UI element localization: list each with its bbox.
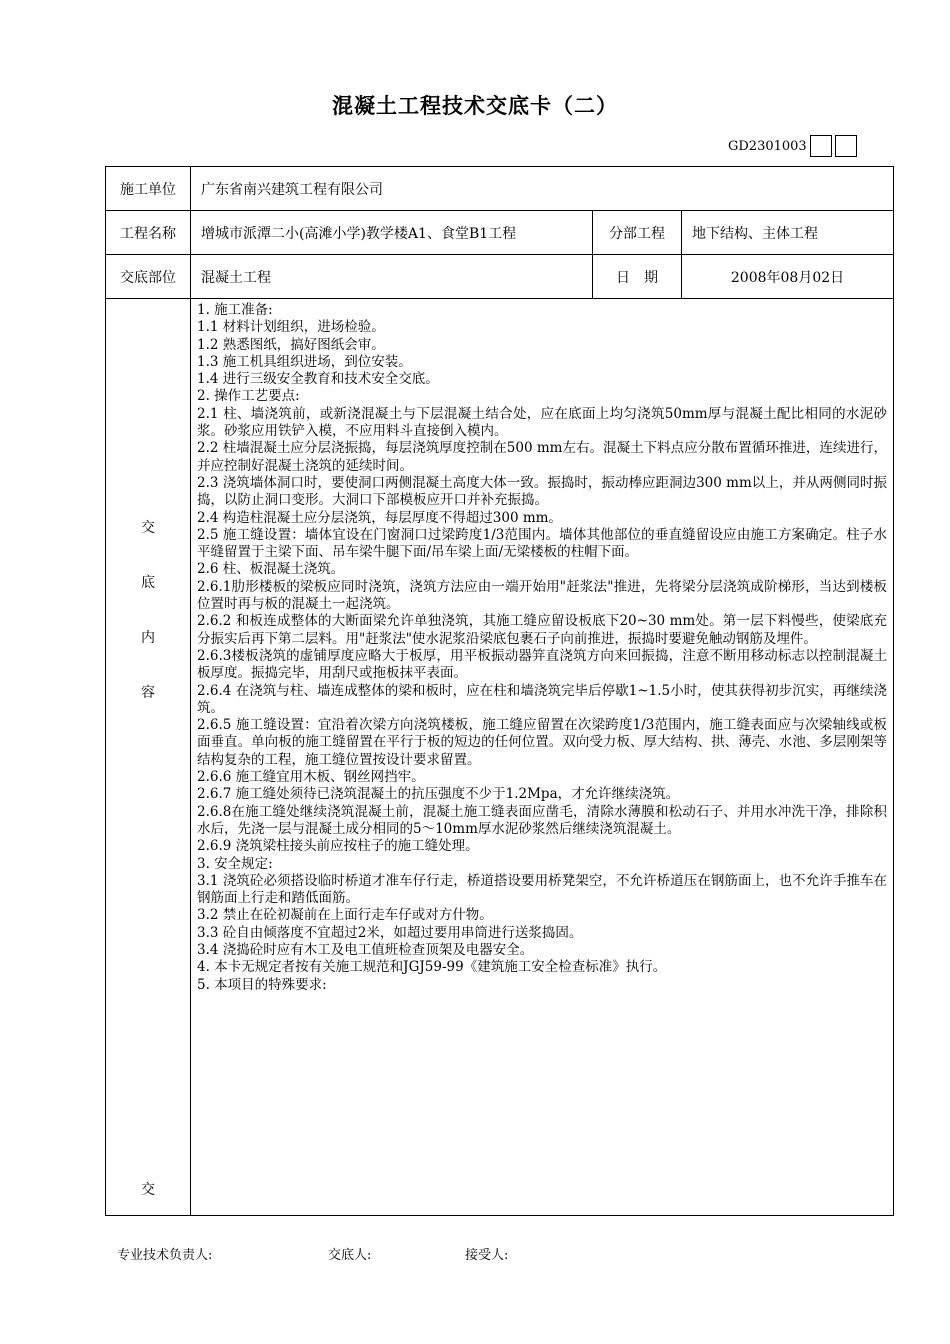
unit-value: 广东省南兴建筑工程有限公司 (191, 167, 894, 211)
content-line: 3.2 禁止在砼初凝前在上面行走车仔或对方什物。 (197, 907, 493, 924)
side-char: 交 (141, 520, 155, 536)
project-label: 工程名称 (106, 211, 191, 255)
form-code (728, 134, 857, 158)
row-project (106, 211, 894, 255)
content-line: 1.4 进行三级安全教育和技术安全交底。 (197, 371, 439, 388)
side-char: 底 (141, 575, 155, 591)
content-line: 1.3 施工机具组织进场，到位安装。 (197, 353, 412, 370)
content-line: 2.6 柱、板混凝土浇筑。 (197, 561, 345, 578)
content-line: 2.6.8在施工缝处继续浇筑混凝土前，混凝土施工缝表面应凿毛，清除水薄膜和松动石子、并用水冲洗干净，排除积水后，先浇一层与混凝土成分相同的5～10mm厚水泥砂浆然后继续浇筑混凝土。 (197, 803, 888, 837)
row-unit (106, 167, 894, 211)
content-line: 3.3 砼自由倾落度不宜超过2米，如超过要用串筒进行送浆捣固。 (197, 924, 583, 941)
content-line: 2.4 构造柱混凝土应分层浇筑，每层厚度不得超过300 mm。 (197, 509, 562, 526)
content-line: 2.6.7 施工缝处须待已浇筑混凝土的抗压强度不少于1.2Mpa，才允许继续浇筑。 (197, 786, 680, 803)
part-label: 交底部位 (106, 255, 191, 299)
content-line: 1. 施工准备: (197, 302, 273, 318)
content-line: 2. 操作工艺要点: (197, 388, 300, 405)
side-bottom-char: 交 (141, 1182, 155, 1198)
content-line: 2.5 施工缝设置：墙体宜设在门窗洞口过梁跨度1/3范围内。墙体其他部位的垂直缝留设应由施工方案确定。柱子水平缝留置于主梁下面、吊车梁牛腿下面/吊车梁上面/无梁楼板的柱帽下面。 (197, 526, 888, 561)
disclosure-table (105, 166, 894, 1216)
content-line: 2.6.3楼板浇筑的虚铺厚度应略大于板厚，用平板振动器笄直浇筑方向来回振捣，注意不断用移动标志以控制混凝土板厚度。振捣完毕，用刮尺或拖板抹平表面。 (197, 647, 888, 682)
code-box-1 (810, 135, 832, 157)
date-value: 2008年08月02日 (682, 255, 894, 299)
side-label-stack (106, 519, 190, 739)
content-line: 5. 本项目的特殊要求: (197, 976, 327, 993)
content-line: 4. 本卡无规定者按有关施工规范和JGJ59-99《建筑施工安全检查标准》执行。 (197, 959, 667, 976)
project-value: 增城市派潭二小(高滩小学)教学楼A1、食堂B1工程 (191, 211, 593, 255)
division-value: 地下结构、主体工程 (682, 211, 894, 255)
content-line: 2.3 浇筑墙体洞口时，要使洞口两侧混凝土高度大体一致。振捣时，振动棒应距洞边300 mm以上，并从两侧同时振捣，以防止洞口变形。大洞口下部模板应开口并补充振捣。 (197, 474, 888, 509)
row-part (106, 255, 894, 299)
receiver-label: 接受人: (465, 1248, 509, 1263)
side-char: 内 (141, 630, 155, 646)
part-value: 混凝土工程 (191, 255, 593, 299)
content-line: 2.2 柱墙混凝土应分层浇振捣，每层浇筑厚度控制在500 mm左右。混凝土下料点应分散布置循环推进，连续进行，并应控制好混凝土浇筑的延续时间。 (197, 440, 888, 474)
content-line: 1.2 熟悉图纸，搞好图纸会审。 (197, 336, 385, 353)
content-line: 2.6.9 浇筑梁柱接头前应按柱子的施工缝处理。 (197, 838, 479, 855)
content-side-label (106, 299, 191, 1216)
content-line: 2.6.2 和板连成整体的大断面梁允许单独浇筑，其施工缝应留设板底下20~30 mm处。第一层下料慢些，使梁底充分振实后再下第二层料。用"赶浆法"使水泥浆沿梁底包裹石子向前推进，振捣时要避免触动钢筋及埋件。 (197, 613, 888, 647)
code-box-2 (835, 135, 857, 157)
content-line: 2.6.6 施工缝宜用木板、钢丝网挡牢。 (197, 769, 425, 786)
date-label: 日 期 (593, 255, 682, 299)
division-label: 分部工程 (593, 211, 682, 255)
tech-lead-label: 专业技术负责人: (117, 1248, 213, 1263)
form-code-text: GD2301003 (728, 138, 807, 154)
content-line: 2.6.4 在浇筑与柱、墙连成整体的梁和板时，应在柱和墙浇筑完毕后停歇1~1.5小时，使其获得初步沉实，再继续浇筑。 (197, 682, 888, 716)
content-line: 3. 安全规定: (197, 855, 273, 872)
page-title: 混凝土工程技术交底卡（二） (332, 94, 618, 118)
side-char: 容 (141, 685, 155, 701)
content-line: 3.1 浇筑砼必须搭设临时桥道才准车仔行走，桥道搭设要用桥凳架空，不允许桥道压在钢筋面上，也不允许手推车在钢筋面上行走和踏低面筋。 (197, 872, 888, 907)
content-line: 1.1 材料计划组织，进场检验。 (197, 319, 385, 336)
content-body (191, 299, 894, 1216)
unit-label: 施工单位 (106, 167, 191, 211)
content-line: 2.1 柱、墙浇筑前，或新浇混凝土与下层混凝土结合处，应在底面上均匀浇筑50mm厚与混凝土配比相同的水泥砂浆。砂浆应用铁铲入模，不应用料斗直接倒入模内。 (197, 405, 888, 440)
discloser-label: 交底人: (328, 1248, 372, 1263)
content-line: 2.6.5 施工缝设置：宜沿着次梁方向浇筑楼板，施工缝应留置在次梁跨度1/3范围内，施工缝表面应与次梁轴线或板面垂直。单向板的施工缝留置在平行于板的短边的任何位置。双向受力板、厚大结构、拱、薄壳、水池、多层刚架等结构复杂的工程，施工缝位置按设计要求留置。 (197, 717, 888, 768)
content-line: 3.4 浇捣砼时应有木工及电工值班检查顶架及电器安全。 (197, 941, 534, 958)
row-content (106, 299, 894, 1216)
content-line: 2.6.1肋形楼板的梁板应同时浇筑，浇筑方法应由一端开始用"赶浆法"推进，先将梁分层浇筑成阶梯形，当达到楼板位置时再与板的混凝土一起浇筑。 (197, 578, 888, 613)
